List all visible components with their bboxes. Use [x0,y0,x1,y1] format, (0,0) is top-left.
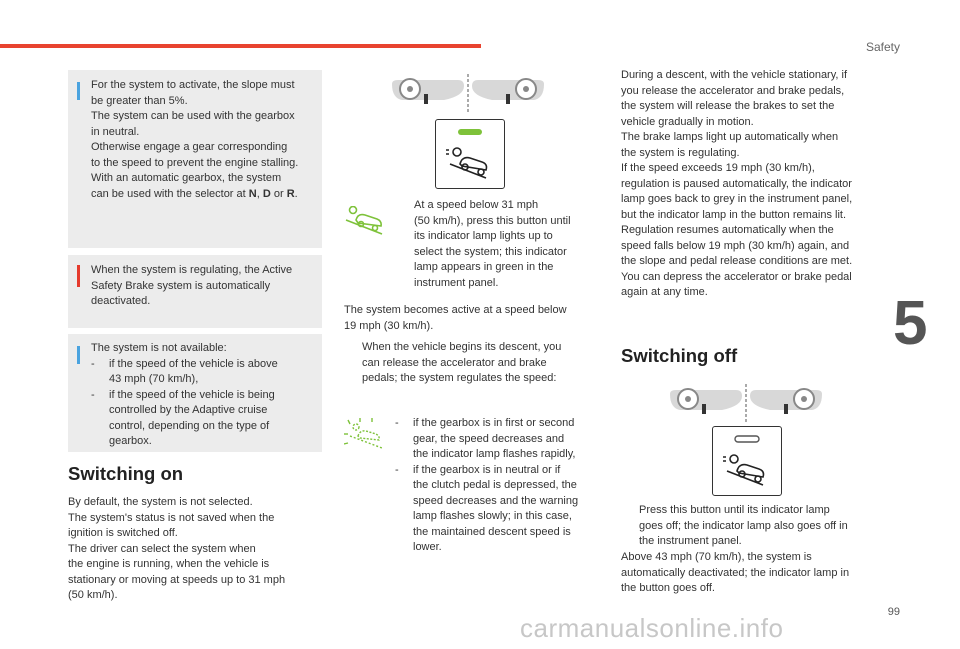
body-line: During a descent, with the vehicle stationary, if [621,69,848,81]
chapter-number: 5 [893,289,928,358]
list-item [91,357,319,388]
list-line: speed decreases and the warning [413,494,579,507]
body-line: the system will release the brakes to set the [621,100,835,112]
separator: or [270,187,287,200]
body-line: ignition is switched off. [68,527,178,539]
button-marker [424,94,428,104]
body-line: Above 43 mph (70 km/h), the system is [621,551,812,563]
list-item [395,463,605,556]
dash: - [91,388,95,401]
step-line: pedals; the system regulates the speed: [362,372,557,384]
hill-descent-lamp-icon [344,206,386,236]
body-line: (50 km/h). [68,589,118,601]
selector-n: N [248,187,257,200]
list-line: if the gearbox is in first or second [413,417,575,429]
body-line: the button goes off. [621,582,715,594]
step-line: When the vehicle begins its descent, you [362,341,562,353]
hill-descent-button-on[interactable] [435,119,505,189]
selector-d: D [262,187,271,200]
body-line: the slope and pedal release conditions are met. [621,255,853,267]
note-line: For the system to activate, the slope must [91,79,295,91]
step-line: instrument panel. [414,276,499,289]
list-item [395,416,605,463]
list-line: if the gearbox is in neutral or if [413,463,561,476]
body-line: stationary or moving at speeds up to 31 mph [68,573,286,586]
section-title: Safety [865,40,900,54]
steering-hub [801,396,807,402]
separator: . [294,187,298,200]
selector-r: R [286,187,295,200]
dash: - [395,463,399,476]
switching-on-body [68,495,330,604]
body-line: By default, the system is not selected. [68,496,253,508]
button-marker [506,94,510,104]
info-marker-icon [77,82,80,100]
watermark: carmanualsonline.info [520,613,784,643]
warning-line: Safety Brake system is automatically [91,279,271,292]
warning-marker-icon [77,265,80,287]
page-number: 99 [887,606,900,618]
step-line: the instrument panel. [639,535,742,547]
step-line: goes off; the indicator lamp also goes off in [639,519,848,532]
step-select-system [396,198,606,291]
descent-behaviour-text [621,68,885,301]
step-line: select the system; this indicator [414,245,567,258]
auto-deactivation-text [621,550,885,597]
body-line: The system becomes active at a speed below [344,304,567,316]
list-line: control, depending on the type of [109,419,270,432]
separator: , [256,187,263,200]
info-note-unavailable [68,334,322,452]
list-line: gearbox. [109,435,152,447]
step-line: lamp appears in green in the [414,261,554,273]
dash: - [395,417,399,429]
note-line: to the speed to prevent the engine stalling. [91,156,299,169]
body-line: If the speed exceeds 19 mph (30 km/h), [621,162,815,174]
list-line: the maintained descent speed is [413,525,571,538]
button-marker [784,404,788,414]
hill-descent-button-graphic [436,120,504,188]
body-line: the system is regulating. [621,146,740,159]
body-line: automatically deactivated; the indicator lamp in [621,566,850,579]
body-line: you release the accelerator and brake pedals, [621,84,845,97]
body-line: The driver can select the system when [68,542,256,555]
warning-line: When the system is regulating, the Active [91,264,293,276]
hill-descent-button-graphic [713,427,781,495]
info-marker-icon [77,346,80,364]
warning-line: deactivated. [91,295,151,307]
steering-hub [685,396,691,402]
body-line: vehicle gradually in motion. [621,115,754,128]
list-line: the indicator lamp flashes rapidly, [413,448,576,460]
list-line: the clutch pedal is depressed, the [413,479,577,491]
ceiling-console-illustration [666,384,826,424]
list-line: lower. [413,541,442,553]
list-line: controlled by the Adaptive cruise [109,404,268,416]
heading-switching-off: Switching off [621,345,738,366]
step-switch-off [621,503,885,550]
indicator-lamp-green [458,129,482,135]
list-line: if the speed of the vehicle is above [109,357,278,370]
body-line: The brake lamps light up automatically when [621,131,839,143]
hill-descent-icon [723,455,764,485]
heading-switching-on: Switching on [68,463,184,484]
body-line: the engine is running, when the vehicle is [68,558,270,570]
steering-hub [407,86,413,92]
dash: - [91,357,95,370]
note-line: in neutral. [91,125,140,138]
warning-note [68,255,322,328]
hill-descent-icon [446,148,487,178]
note-line: The system can be used with the gearbox [91,110,295,122]
body-line: regulation is paused automatically, the indicator [621,177,852,190]
body-line: but the indicator lamp in the button remains lit. [621,208,847,221]
step-line: its indicator lamp lights up to [414,230,553,242]
step-descent [344,340,606,387]
system-active-text [344,303,606,334]
list-item [91,388,319,450]
note-line: can be used with the selector at [91,187,249,200]
step-line: (50 km/h), press this button until [414,214,571,227]
info-note-activation [68,70,322,248]
body-line: lamp goes back to grey in the instrument panel, [621,193,853,205]
note-intro: The system is not available: [91,342,227,354]
body-line: again at any time. [621,286,708,298]
step-line: Press this button until its indicator lamp [639,504,830,516]
hill-descent-lamp-flashing-icon [344,418,386,452]
step-line: can release the accelerator and brake [362,356,547,369]
descent-conditions-list [395,416,605,556]
body-line: speed falls below 19 mph (30 km/h) again, and [621,239,850,252]
list-line: 43 mph (70 km/h), [109,373,199,385]
header-accent-bar [0,44,481,48]
list-line: if the speed of the vehicle is being [109,388,275,401]
list-line: gear, the speed decreases and [413,432,565,445]
body-line: The system's status is not saved when the [68,511,275,524]
indicator-lamp-off [735,436,759,442]
note-line-selectors [91,187,319,203]
hill-descent-button-off[interactable] [712,426,782,496]
steering-hub [523,86,529,92]
body-line: 19 mph (30 km/h). [344,319,434,332]
note-line: Otherwise engage a gear corresponding [91,141,288,153]
body-line: Regulation resumes automatically when the [621,224,834,236]
step-line: At a speed below 31 mph [414,199,539,211]
ceiling-console-illustration [388,74,548,114]
button-marker [702,404,706,414]
body-line: You can depress the accelerator or brake pedal [621,270,852,283]
list-line: lamp flashes slowly; in this case, [413,510,572,522]
note-line: With an automatic gearbox, the system [91,172,282,184]
note-line: be greater than 5%. [91,94,188,107]
